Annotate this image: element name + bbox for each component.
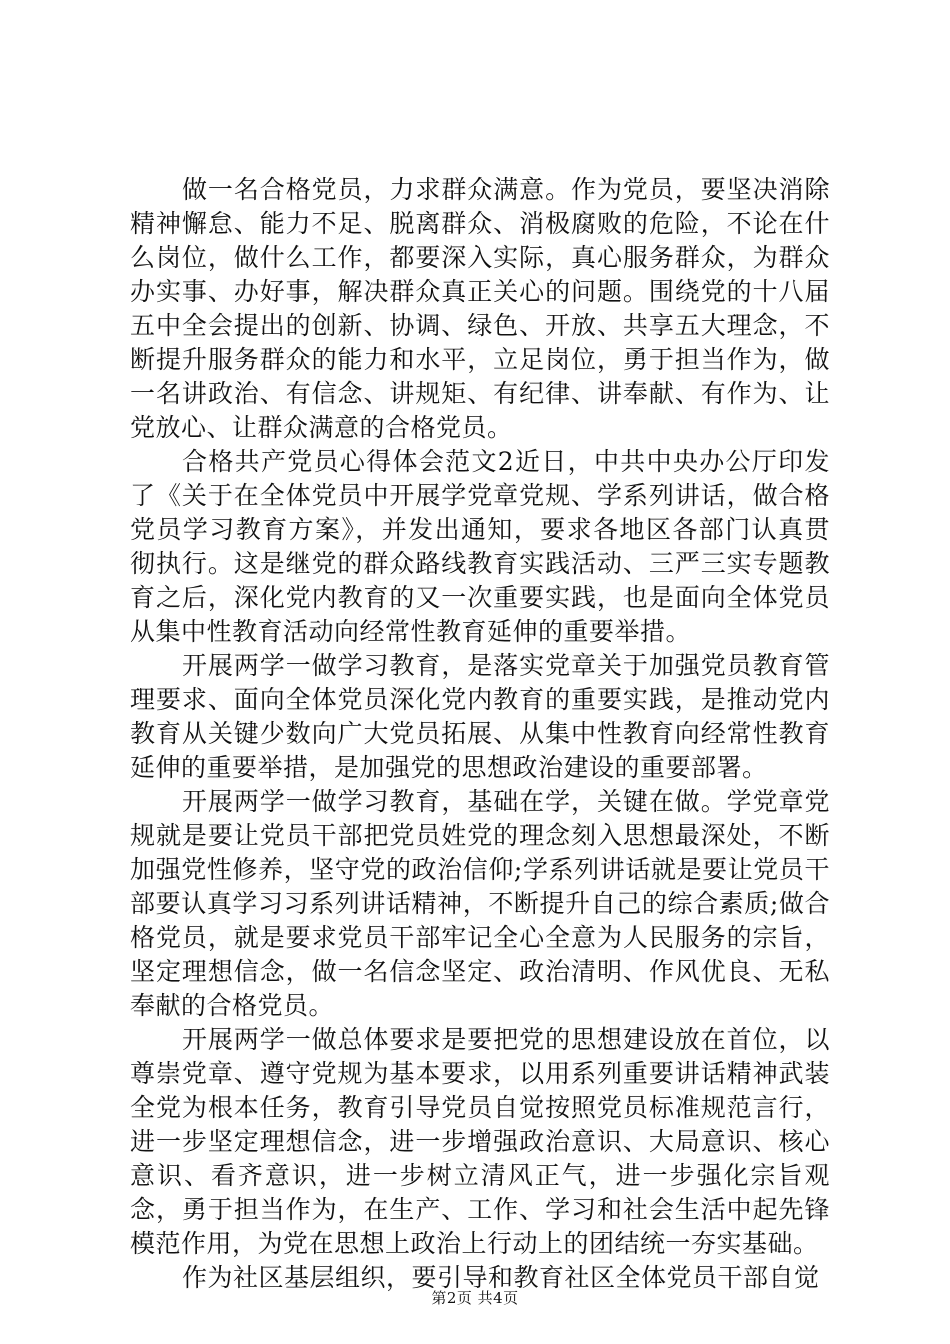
paragraph-4: 开展两学一做学习教育，基础在学，关键在做。学党章党规就是要让党员干部把党员姓党的理念刻入思想最深处，不断加强党性修养，坚守党的政治信仰;学系列讲话就是要让党员干部要认真学习习系列讲话精神，不断提升自己的综合素质;做合格党员，就是要求党员干部牢记全心全意为人民服务的宗旨，坚定理想信念，做一名信念坚定、政治清明、作风优良、无私奉献的合格党员。: [130, 787, 830, 1020]
paragraph-3: 开展两学一做学习教育，是落实党章关于加强党员教育管理要求、面向全体党员深化党内教育的重要实践，是推动党内教育从关键少数向广大党员拓展、从集中性教育向经常性教育延伸的重要举措，是加强党的思想政治建设的重要部署。: [130, 651, 830, 782]
page-footer: [0, 1287, 950, 1308]
paragraph-1: 做一名合格党员，力求群众满意。作为党员，要坚决消除精神懈怠、能力不足、脱离群众、消极腐败的危险，不论在什么岗位，做什么工作，都要深入实际，真心服务群众，为群众办实事、办好事，解决群众真正关心的问题。围绕党的十八届五中全会提出的创新、协调、绿色、开放、共享五大理念，不断提升服务群众的能力和水平，立足岗位，勇于担当作为，做一名讲政治、有信念、讲规矩、有纪律、讲奉献、有作为、让党放心、让群众满意的合格党员。: [130, 175, 830, 442]
document-body: [130, 173, 830, 1295]
paragraph-6: 作为社区基层组织，要引导和教育社区全体党员干部自觉: [182, 1263, 820, 1292]
paragraph-2: 合格共产党员心得体会范文2近日，中共中央办公厅印发了《关于在全体党员中开展学党章党规、学系列讲话，做合格党员学习教育方案》，并发出通知，要求各地区各部门认真贯彻执行。这是继党的群众路线教育实践活动、三严三实专题教育之后，深化党内教育的又一次重要实践，也是面向全体党员从集中性教育活动向经常性教育延伸的重要举措。: [130, 447, 830, 646]
paragraph-5: 开展两学一做总体要求是要把党的思想建设放在首位，以尊崇党章、遵守党规为基本要求，以用系列重要讲话精神武装全党为根本任务，教育引导党员自觉按照党员标准规范言行，进一步坚定理想信念，进一步增强政治意识、大局意识、核心意识、看齐意识，进一步树立清风正气，进一步强化宗旨观念，勇于担当作为，在生产、工作、学习和社会生活中起先锋模范作用，为党在思想上政治上行动上的团结统一夯实基础。: [130, 1025, 830, 1258]
page-number-text: 第2页 共4页: [431, 1289, 519, 1307]
